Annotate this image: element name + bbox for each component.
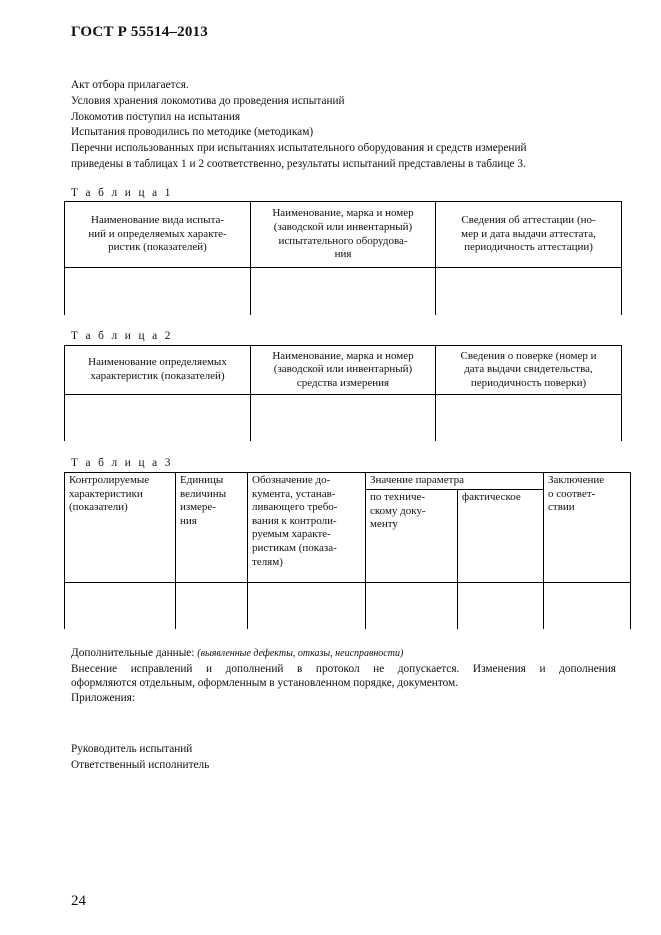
- table2-cell: [65, 395, 251, 441]
- table3-header-actual: фактическое: [458, 490, 544, 583]
- table3-header-characteristics: Контролируемые характеристики (показатели): [65, 473, 176, 583]
- table1-header-cell: Сведения об аттестации (но- мер и дата выдачи аттестата, периодичность аттестации): [436, 202, 622, 268]
- note-line: оформляются отдельным, оформленным в установленном порядке, документом.: [71, 677, 459, 690]
- table3-header-document: Обозначение до- кумента, устанав- ливающего требо- вания к контроли- руемым характе- ристикам (показа- телям): [248, 473, 366, 583]
- additional-data-label: Дополнительные данные:: [71, 647, 195, 659]
- intro-line: Условия хранения локомотива до проведения испытаний: [71, 94, 345, 107]
- table1-caption: Т а б л и ц а 1: [71, 187, 173, 199]
- table3-cell: [544, 583, 631, 629]
- table2-cell: [436, 395, 622, 441]
- note-line: Внесение исправлений и дополнений в протокол не допускается. Изменения и дополнения: [71, 662, 616, 675]
- table3-header-parameter-value: Значение параметра: [366, 473, 544, 490]
- intro-line: Локомотив поступил на испытания: [71, 110, 241, 123]
- table2-header-cell: Наименование, марка и номер (заводской или инвентарный) средства измерения: [251, 346, 436, 395]
- intro-line: Акт отбора прилагается.: [71, 79, 189, 91]
- table1-header-cell: Наименование, марка и номер (заводской или инвентарный) испытательного оборудова- ния: [251, 202, 436, 268]
- table2-header-cell: Наименование определяемых характеристик (показателей): [65, 346, 251, 395]
- conclusion-line: Заключение о соответ- ствии: [548, 474, 605, 514]
- signature-line: Ответственный исполнитель: [71, 759, 210, 771]
- additional-data-hint: (выявленные дефекты, отказы, неисправности): [197, 648, 404, 659]
- table3-cell: [176, 583, 248, 629]
- table3: [64, 472, 631, 629]
- intro-line: Испытания проводились по методике (методикам): [71, 126, 314, 139]
- table2: [64, 345, 622, 441]
- table3-cell: [65, 583, 176, 629]
- table3-cell: [248, 583, 366, 629]
- signature-line: Руководитель испытаний: [71, 743, 193, 755]
- table3-cell: [458, 583, 544, 629]
- additional-data-line: [71, 646, 616, 662]
- table3-header-units: Единицы величины измере- ния: [176, 473, 248, 583]
- table1-header-cell: Наименование вида испыта- ний и определяемых характе- ристик (показателей): [65, 202, 251, 268]
- table1-cell: [436, 268, 622, 315]
- intro-text: [71, 78, 616, 173]
- table3-header-conclusion: [544, 473, 631, 583]
- table3-header-by-document: по техниче- скому доку- менту: [366, 490, 458, 583]
- appendix-label: Приложения:: [71, 691, 135, 704]
- table1-cell: [65, 268, 251, 315]
- footer-text: [71, 646, 616, 705]
- table2-cell: [251, 395, 436, 441]
- table1: [64, 201, 622, 315]
- table1-cell: [251, 268, 436, 315]
- intro-line: приведены в таблицах 1 и 2 соответственно, результаты испытаний представлены в таблице 3.: [71, 157, 526, 170]
- signatures: [71, 741, 209, 773]
- document-header: ГОСТ Р 55514–2013: [71, 24, 208, 40]
- intro-line: Перечни использованных при испытаниях испытательного оборудования и средств измерений: [71, 142, 527, 155]
- table3-caption: Т а б л и ц а 3: [71, 457, 173, 469]
- page-number: 24: [71, 893, 86, 909]
- table3-cell: [366, 583, 458, 629]
- table2-header-cell: Сведения о поверке (номер и дата выдачи свидетельства, периодичность поверки): [436, 346, 622, 395]
- table2-caption: Т а б л и ц а 2: [71, 330, 173, 342]
